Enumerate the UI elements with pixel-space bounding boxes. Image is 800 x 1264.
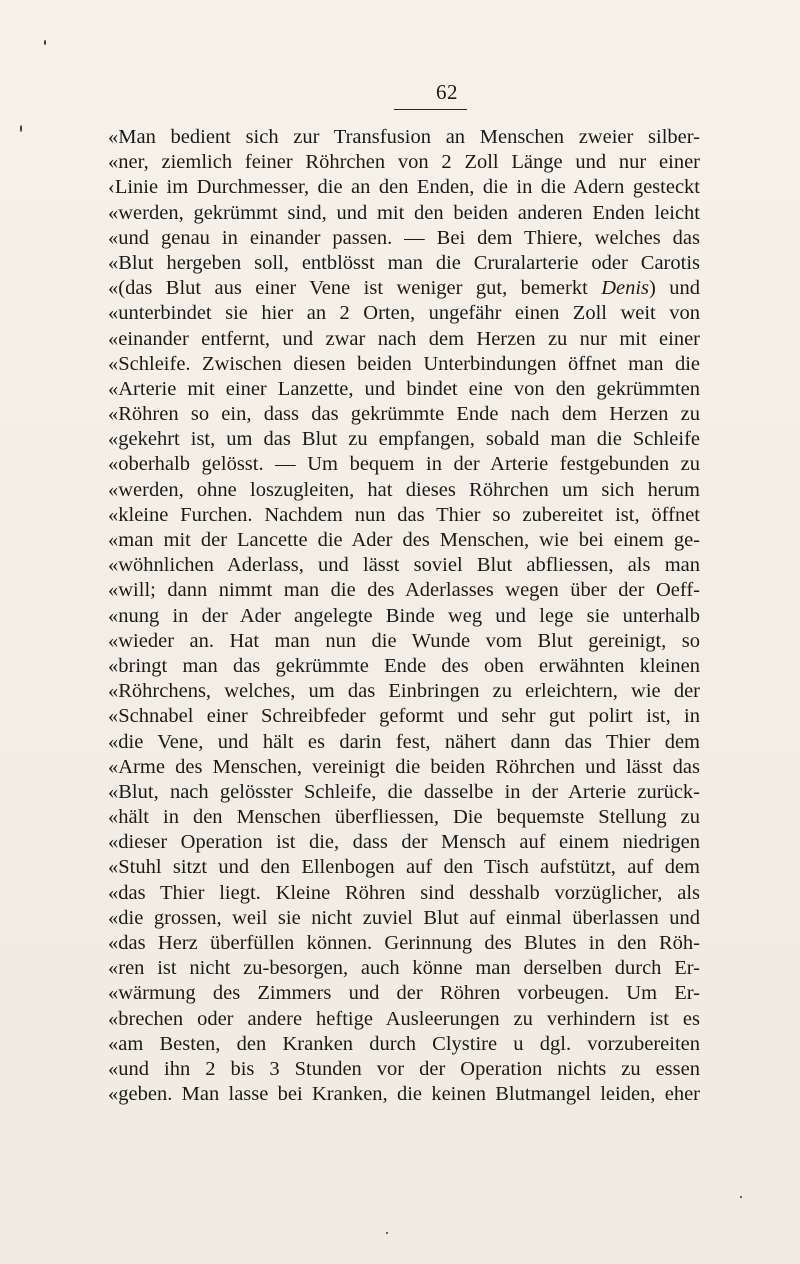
text-line: «oberhalb gelösst. — Um bequem in der Arterie festgebunden zu — [108, 453, 700, 476]
text-line: «wieder an. Hat man nun die Wunde vom Blut gereinigt, so — [108, 629, 700, 652]
page-number: 62 — [436, 80, 458, 104]
text-line: «und genau in einander passen. — Bei dem Thiere, welches das — [108, 226, 700, 249]
dust-speck — [386, 1232, 388, 1234]
text-line: «wärmung des Zimmers und der Röhren vorbeugen. Um Er- — [108, 982, 700, 1005]
text-line: «werden, gekrümmt sind, und mit den beiden anderen Enden leicht — [108, 201, 700, 224]
text-line: «Arterie mit einer Lanzette, und bindet eine von den gekrümmten — [108, 377, 700, 400]
text-line: «Blut hergeben soll, entblösst man die Cruralarterie oder Carotis — [108, 251, 700, 274]
text-line: «Röhren so ein, dass das gekrümmte Ende nach dem Herzen zu — [108, 403, 700, 426]
text-line: «und ihn 2 bis 3 Stunden vor der Operation nichts zu essen — [108, 1057, 700, 1080]
text-line: «werden, ohne loszugleiten, hat dieses Röhrchen um sich herum — [108, 478, 700, 501]
text-line: «ren ist nicht zu-besorgen, auch könne man derselben durch Er- — [108, 957, 700, 980]
text-line: «wöhnlichen Aderlass, und lässt soviel Blut abfliessen, als man — [108, 554, 700, 577]
text-line: «man mit der Lancette die Ader des Menschen, wie bei einem ge- — [108, 529, 700, 551]
text-line: ‹Linie im Durchmesser, die an den Enden, die in die Adern gesteckt — [108, 176, 700, 199]
text-line: «Blut, nach gelösster Schleife, die dasselbe in der Arterie zurück- — [108, 780, 700, 803]
text-line: «nung in der Ader angelegte Binde weg und lege sie unterhalb — [108, 604, 700, 627]
text-line: «geben. Man lasse bei Kranken, die keinen Blutmangel leiden, eher — [108, 1083, 700, 1106]
text-line: «Schleife. Zwischen diesen beiden Unterbindungen öffnet man die — [108, 352, 700, 375]
text-line: «Stuhl sitzt und den Ellenbogen auf den Tisch aufstützt, auf dem — [108, 856, 700, 879]
text-line: «Schnabel einer Schreibfeder geformt und sehr gut polirt ist, in — [108, 705, 700, 728]
text-line: «Man bedient sich zur Transfusion an Menschen zweier silber- — [108, 126, 700, 148]
text-line: «das Herz überfüllen können. Gerinnung des Blutes in den Röh- — [108, 932, 700, 954]
text-line: «brechen oder andere heftige Ausleerungen zu verhindern ist es — [108, 1007, 700, 1030]
text-line: «das Thier liegt. Kleine Röhren sind desshalb vorzüglicher, als — [108, 881, 700, 904]
text-line: «einander entfernt, und zwar nach dem Herzen zu nur mit einer — [108, 327, 700, 350]
dust-speck — [44, 40, 46, 45]
text-line: «will; dann nimmt man die des Aderlasses wegen über der Oeff- — [108, 579, 700, 602]
text-line: «Röhrchens, welches, um das Einbringen zu erleichtern, wie der — [108, 680, 700, 703]
page-number-underline — [394, 109, 467, 110]
dust-speck — [740, 1196, 742, 1198]
text-line: «unterbindet sie hier an 2 Orten, ungefähr einen Zoll weit von — [108, 302, 700, 325]
text-line: «hält in den Menschen überfliessen, Die bequemste Stellung zu — [108, 806, 700, 829]
text-line: «die grossen, weil sie nicht zuviel Blut auf einmal überlassen und — [108, 906, 700, 929]
text-line: «kleine Furchen. Nachdem nun das Thier so zubereitet ist, öffnet — [108, 503, 700, 526]
text-line: «ner, ziemlich feiner Röhrchen von 2 Zoll Länge und nur einer — [108, 151, 700, 174]
text-line: «Arme des Menschen, vereinigt die beiden Röhrchen und lässt das — [108, 755, 700, 778]
italic-name: Denis — [601, 277, 650, 300]
text-line: «am Besten, den Kranken durch Clystire u dgl. vorzubereiten — [108, 1032, 700, 1055]
text-line: «gekehrt ist, um das Blut zu empfangen, sobald man die Schleife — [108, 428, 700, 451]
text-line: «dieser Operation ist die, dass der Mensch auf einem niedrigen — [108, 831, 700, 854]
body-text — [108, 125, 700, 1107]
text-line: «die Vene, und hält es darin fest, nähert dann das Thier dem — [108, 730, 700, 753]
text-line: «bringt man das gekrümmte Ende des oben erwähnten kleinen — [108, 654, 700, 677]
text-line: «(das Blut aus einer Vene ist weniger gut, bemerkt Denis) und — [108, 277, 701, 300]
dust-speck — [20, 125, 22, 132]
